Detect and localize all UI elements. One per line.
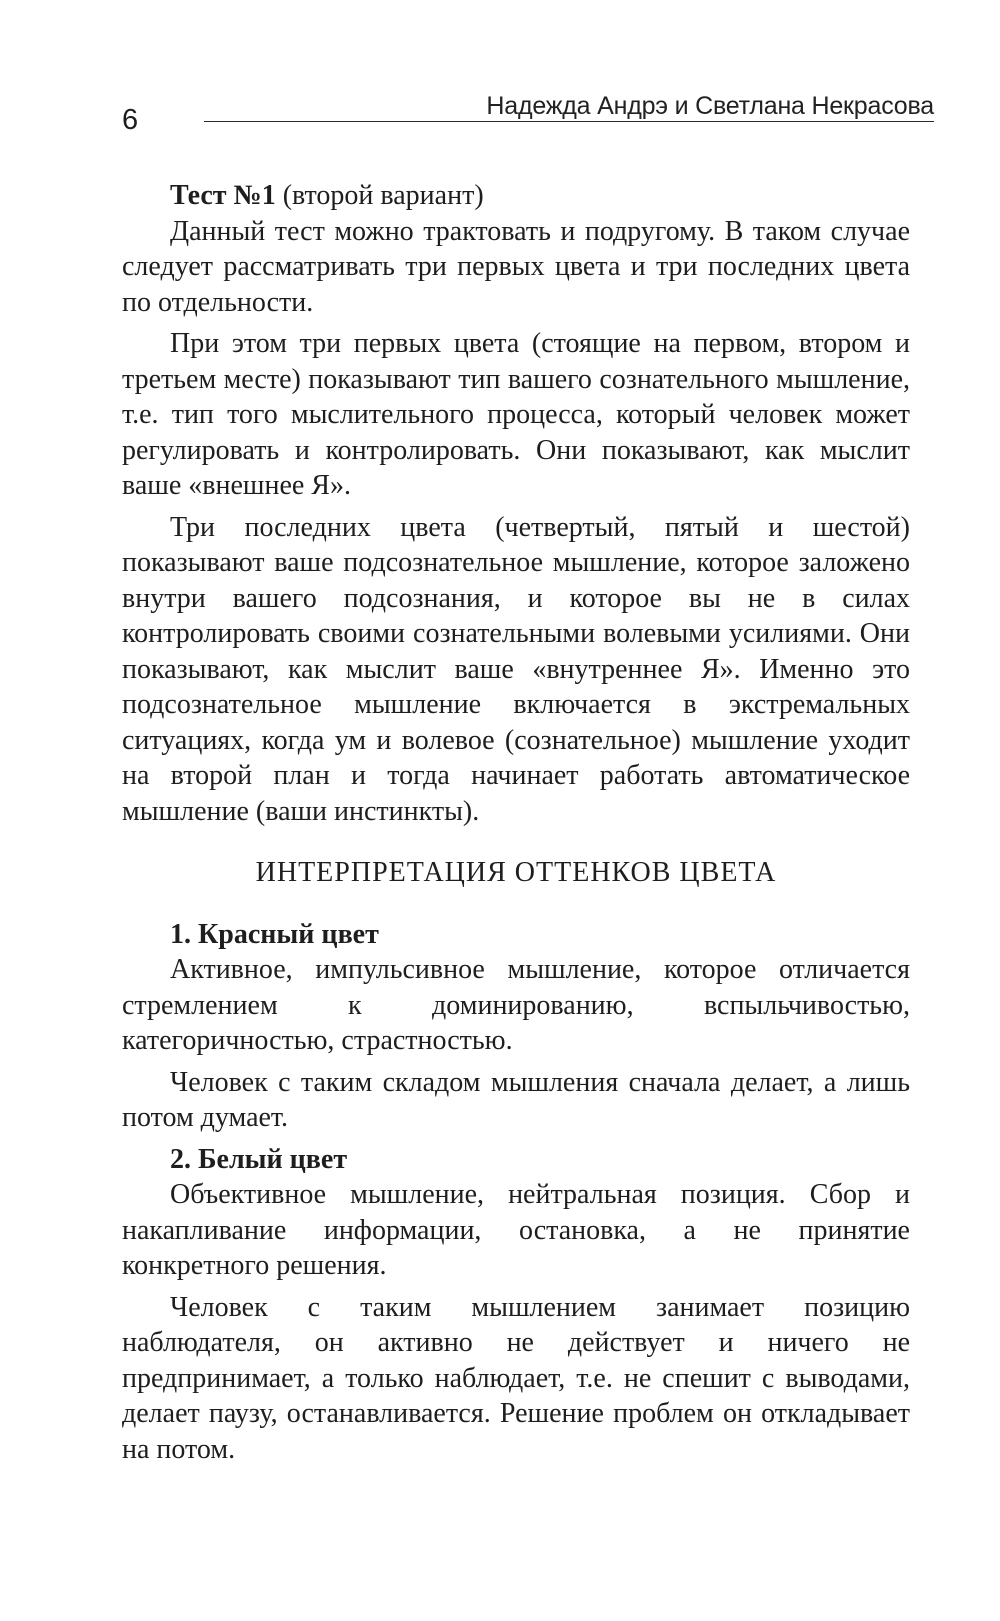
test-heading-bold: Тест №1 (170, 180, 276, 211)
red-paragraph-1: Активное, импульсивное мышление, которое отличается стремлением к доминированию, вспыльчивостью, категоричностью, страстностью. (122, 954, 910, 1056)
test-paragraph-3: Три последних цвета (четвертый, пятый и шестой) показывают ваше подсознательное мышление, которое заложено внутри вашего подсознания, и которое вы не в силах контролировать своими сознательными волевыми усилиями. Они показывают, как мыслит ваше «внутреннее Я». Именно это подсознательное мышление включается в экстремальных ситуациях, когда ум и волевое (сознательное) мышление уходит на второй план и тогда начинает работать автоматическое мышление (ваши инстинкты). (122, 511, 910, 827)
test-paragraph-1: Данный тест можно трактовать и подругому. В таком случае следует рассматривать три первых цвета и три последних цвета по отдельности. (122, 215, 910, 318)
white-paragraph-2: Человек с таким мышлением занимает позицию наблюдателя, он активно не действует и ничего не предпринимает, а только наблюдает, т.е. не спешит с выводами, делает паузу, останавливается. Решение проблем он откладывает на потом. (122, 1291, 910, 1465)
header-rule (204, 121, 934, 122)
running-head (122, 92, 934, 136)
test-heading (122, 178, 910, 214)
header-authors: Надежда Андрэ и Светлана Некрасова (486, 92, 934, 120)
section-title: ИНТЕРПРЕТАЦИЯ ОТТЕНКОВ ЦВЕТА (255, 857, 777, 888)
body-text (122, 178, 910, 1473)
red-paragraph-2: Человек с таким складом мышления сначала делает, а лишь потом думает. (122, 1066, 910, 1133)
test-heading-rest: (второй вариант) (275, 180, 484, 211)
page-number: 6 (122, 104, 139, 136)
red-heading: 1. Красный цвет (170, 918, 379, 950)
white-heading: 2. Белый цвет (170, 1143, 348, 1175)
white-paragraph-1: Объективное мышление, нейтральная позиция. Сбор и накапливание информации, остановка, а не принятие конкретного решения. (122, 1179, 910, 1281)
test-paragraph-2: При этом три первых цвета (стоящие на первом, втором и третьем месте) показывают тип вашего сознательного мышление, т.е. тип того мыслительного процесса, который человек может регулировать и контролировать. Они показывают, как мыслит ваше «внешнее Я». (122, 328, 910, 501)
